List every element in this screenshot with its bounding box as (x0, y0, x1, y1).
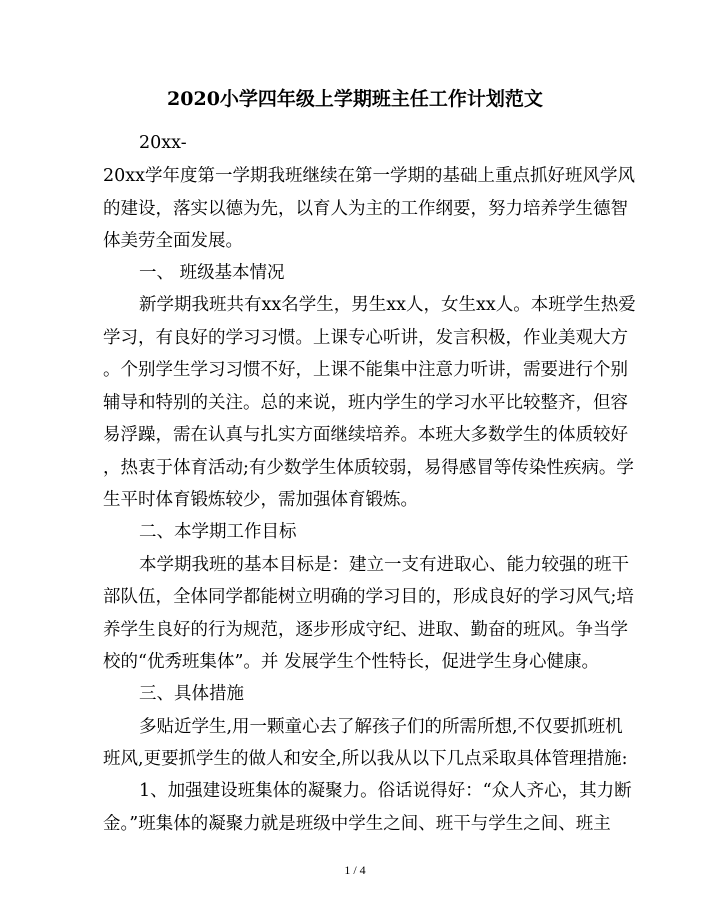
section-1-line-4: 辅导和特别的关注。总的来说，班内学生的学习水平比较整齐，但容 (103, 393, 628, 413)
section-3-line-3: 1、加强建设班集体的凝聚力。俗话说得好：“众人齐心，其力断 (139, 781, 632, 801)
section-1-line-5: 易浮躁，需在认真与扎实方面继续培养。本班大多数学生的体质较好 (103, 425, 628, 445)
section-1-line-7: 生平时体育锻炼较少，需加强体育锻炼。 (103, 490, 418, 510)
section-3-line-2: 班风,更要抓学生的做人和安全,所以我从以下几点采取具体管理措施: (103, 749, 628, 769)
section-2-line-3: 养学生良好的行为规范，逐步形成守纪、进取、勤奋的班风。争当学 (103, 620, 628, 640)
section-2-line-4: 校的“优秀班集体”。并 发展学生个性特长，促进学生身心健康。 (103, 652, 599, 672)
section-2-line-1: 本学期我班的基本目标是：建立一支有进取心、能力较强的班干 (139, 555, 629, 575)
section-heading-2: 二、本学期工作目标 (139, 522, 297, 542)
section-1-line-6: ，热衷于体育活动;有少数学生体质较弱，易得感冒等传染性疾病。学 (103, 458, 634, 478)
section-heading-3: 三、具体措施 (139, 684, 244, 704)
section-2-line-2: 部队伍，全体同学都能树立明确的学习目的，形成良好的学习风气;培 (103, 587, 634, 607)
document-title: 2020小学四年级上学期班主任工作计划范文 (167, 88, 543, 110)
section-heading-1: 一、 班级基本情况 (139, 263, 285, 283)
section-3-line-4: 金。”班集体的凝聚力就是班级中学生之间、班干与学生之间、班主 (103, 814, 611, 834)
intro-line-1: 20xx学年度第一学期我班继续在第一学期的基础上重点抓好班风学风 (103, 166, 636, 186)
date-prefix-line: 20xx- (139, 133, 187, 153)
section-1-line-1: 新学期我班共有xx名学生，男生xx人，女生xx人。本班学生热爱 (139, 295, 636, 315)
intro-line-2: 的建设，落实以德为先，以育人为主的工作纲要，努力培养学生德智 (103, 199, 628, 219)
intro-line-3: 体美劳全面发展。 (103, 231, 243, 251)
section-3-line-1: 多贴近学生,用一颗童心去了解孩子们的所需所想,不仅要抓班机 (139, 717, 623, 737)
page-number: 1 / 4 (344, 863, 366, 877)
section-1-line-3: 。个别学生学习习惯不好，上课不能集中注意力听讲，需要进行个别 (103, 360, 628, 380)
section-1-line-2: 学习，有良好的学习习惯。上课专心听讲，发言积极，作业美观大方 (103, 328, 628, 348)
